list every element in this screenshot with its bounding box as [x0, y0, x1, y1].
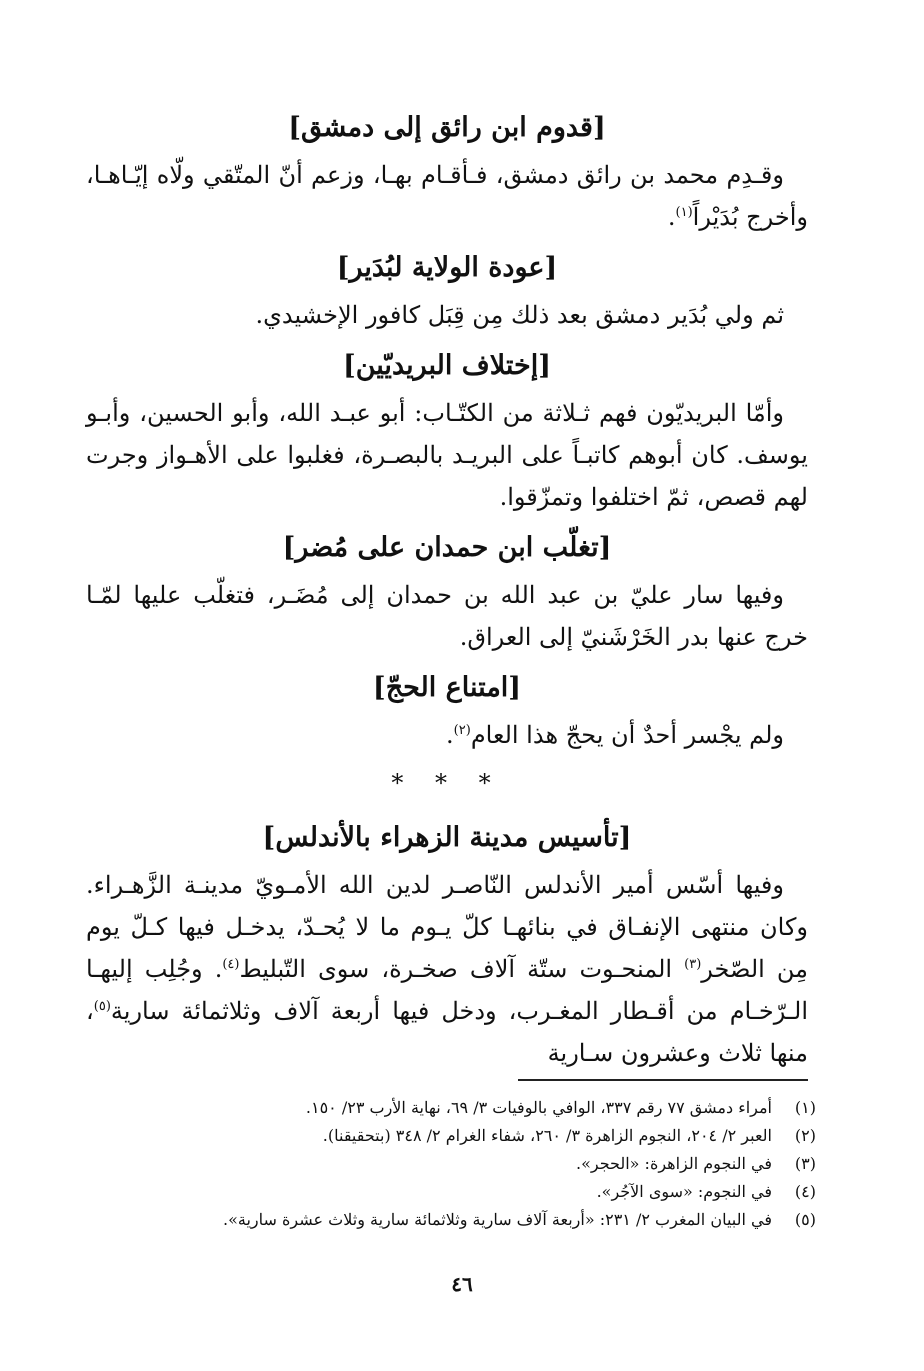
section-paragraph: وأمّا البريديّون فهم ثـلاثة من الكتّـاب: أبو عبـد الله، وأبو الحسين، وأبـو يوسف. كان أبوهم كاتبـاً على البريـد بالبصـرة، فغلبوا على الأهـواز وجرت لهم قصص، ثمّ اختلفوا وتمزّقوا. — [86, 399, 808, 511]
footnote-item: (١) أمراء دمشق ٧٧ رقم ٣٣٧، الوافي بالوفيات ٣/ ٦٩، نهاية الأرب ٢٣/ ١٥٠. — [305, 1098, 816, 1117]
section-paragraph: ثم ولي بُدَير دمشق بعد ذلك مِن قِبَل كافور الإخشيدي. — [255, 301, 784, 329]
section-paragraph: وفيها أسّس أمير الأندلس النّاصـر لدين الله الأمـويّ مدينـة الزَّهـراء. وكان منتهى الإنفـاق في بنائهـا كلّ يـوم ما لا يُحـدّ، يدخـل فيها كـلّ يوم مِن الصّخر$^{(٣)}$ المنحـوت ستّة آلاف صخـرة، سوى التّبليط$^{(٤)}$. وجُلِب إليهـا الـرّخـام من أقـطار المغـرب، ودخل فيها أربعة آلاف وثلاثمائة سارية$^{(٥)}$، منها ثلاث وعشرون سـارية — [86, 871, 808, 1067]
section-divider-stars: * * * — [391, 769, 503, 797]
page-number: ٤٦ — [451, 1272, 473, 1296]
footnote-ref[interactable]: (٣) — [684, 957, 702, 972]
section-paragraph: ولم يجْسر أحدٌ أن يحجّ هذا العام$^{(٢)}$. — [446, 721, 784, 749]
footnote-item: (٢) العبر ٢/ ٢٠٤، النجوم الزاهرة ٣/ ٢٦٠، شفاء الغرام ٢/ ٣٤٨ (بتحقيقنا). — [322, 1126, 816, 1145]
section-heading: [تغلّب ابن حمدان على مُضر] — [282, 532, 612, 563]
section-heading: [عودة الولاية لبُدَير] — [336, 252, 558, 283]
section-heading: [قدوم ابن رائق إلى دمشق] — [288, 112, 606, 143]
footnote-item: (٣) في النجوم الزاهرة: «الحجر». — [576, 1154, 816, 1173]
footnote-item: (٥) في البيان المغرب ٢/ ٢٣١: «أربعة آلاف سارية وثلاثمائة سارية وثلاث عشرة سارية». — [223, 1210, 816, 1229]
footnotes — [140, 1094, 816, 1234]
section-heading: [امتناع الحجّ] — [372, 672, 522, 703]
footnote-item: (٤) في النجوم: «سوى الآجُر». — [596, 1182, 816, 1201]
section-paragraph: وفيها سار عليّ بن عبد الله بن حمدان إلى مُضَـر، فتغلّب عليها لمّـا خرج عنها بدر الخَرْشَنيّ إلى العراق. — [86, 581, 808, 651]
section-paragraph: وقـدِم محمد بن رائق دمشق، فـأقـام بهـا، وزعم أنّ المتّقي ولّاه إيّـاهـا، وأخرج بُدَيْراً$^{(١)}$. — [86, 161, 808, 231]
footnote-ref[interactable]: (٢) — [453, 723, 471, 738]
section-heading: [تأسيس مدينة الزهراء بالأندلس] — [262, 822, 632, 853]
footnote-ref[interactable]: (٥) — [93, 999, 111, 1014]
footnote-ref[interactable]: (١) — [675, 205, 693, 220]
footnote-separator — [518, 1079, 808, 1081]
section-heading: [إختلاف البريديّين] — [342, 350, 552, 381]
footnote-ref[interactable]: (٤) — [222, 957, 240, 972]
main-text — [86, 102, 808, 1078]
